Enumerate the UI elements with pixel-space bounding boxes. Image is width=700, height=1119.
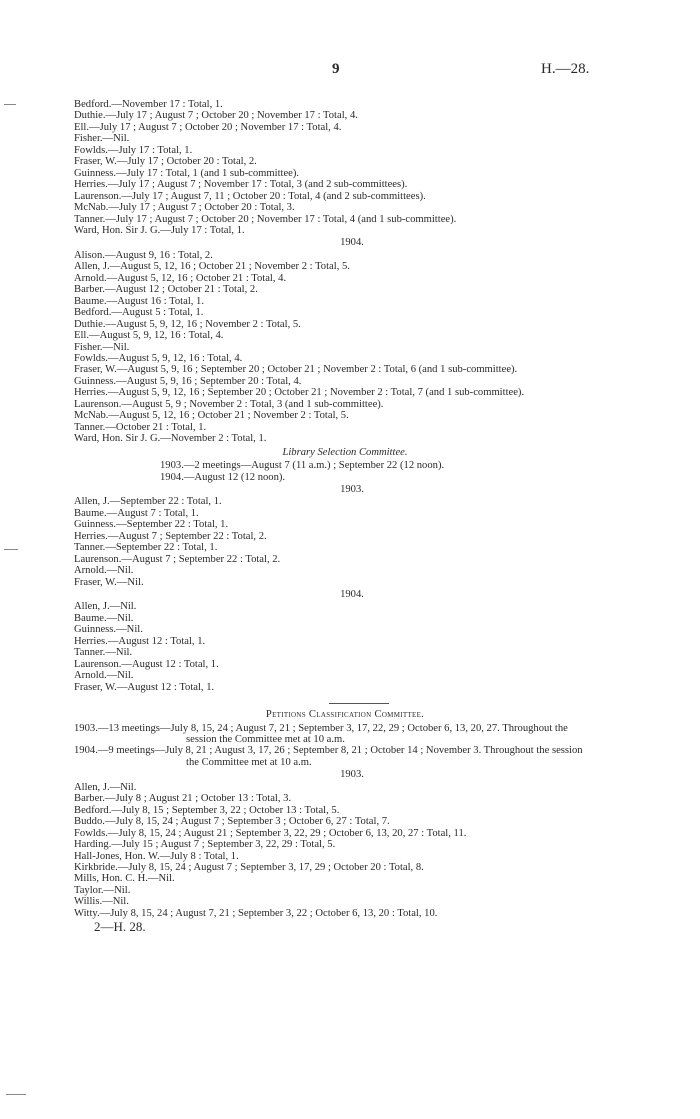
attendance-entry: Herries.—August 7 ; September 22 : Total, 2. [74, 530, 267, 542]
attendance-entry: Bedford.—July 8, 15 ; September 3, 22 ; October 13 : Total, 5. [74, 804, 340, 816]
attendance-entry: Alison.—August 9, 16 : Total, 2. [74, 249, 213, 261]
attendance-entry: Fowlds.—August 5, 9, 12, 16 : Total, 4. [74, 352, 243, 364]
meeting-summary: 1904.—9 meetings—July 8, 21 ; August 3, 17, 26 ; September 8, 21 ; October 14 ; November 3. Throughout the session the Committee met at 10 a.m. [74, 745, 583, 768]
meeting-summary: 1903.—2 meetings—August 7 (11 a.m.) ; September 22 (12 noon). [160, 460, 445, 472]
attendance-entry: Herries.—August 5, 9, 12, 16 ; September 20 ; October 21 ; November 2 : Total, 7 (and 1 sub-committee). [74, 387, 525, 399]
attendance-entry: Baume.—August 16 : Total, 1. [74, 295, 205, 307]
attendance-entry: Guinness.—July 17 : Total, 1 (and 1 sub-committee). [74, 167, 300, 179]
attendance-entry: Arnold.—Nil. [74, 565, 134, 577]
page-content [74, 99, 596, 933]
attendance-entry: Witty.—July 8, 15, 24 ; August 7, 21 ; September 3, 22 ; October 6, 13, 20 : Total, 10. [74, 907, 438, 919]
attendance-entry: Allen, J.—Nil. [74, 601, 137, 613]
attendance-entry: Buddo.—July 8, 15, 24 ; August 7 ; September 3 ; October 6, 27 : Total, 7. [74, 816, 390, 828]
attendance-entry: Ell.—July 17 ; August 7 ; October 20 ; November 17 : Total, 4. [74, 121, 342, 133]
year-heading: 1903. [340, 483, 364, 495]
attendance-entry: Willis.—Nil. [74, 896, 129, 908]
attendance-entry: Fraser, W.—August 12 : Total, 1. [74, 681, 215, 693]
year-heading: 1904. [340, 237, 364, 249]
attendance-entry: Laurenson.—July 17 ; August 7, 11 ; October 20 : Total, 4 (and 2 sub-committees). [74, 190, 426, 202]
attendance-entry: Mills, Hon. C. H.—Nil. [74, 873, 175, 885]
attendance-entry: Laurenson.—August 7 ; September 22 : Total, 2. [74, 553, 281, 565]
attendance-entry: Barber.—August 12 ; October 21 : Total, 2. [74, 284, 258, 296]
attendance-entry: Tanner.—July 17 ; August 7 ; October 20 ; November 17 : Total, 4 (and 1 sub-committee). [74, 213, 457, 225]
attendance-entry: Bedford.—August 5 : Total, 1. [74, 307, 204, 319]
scan-margin-mark [4, 104, 16, 105]
attendance-entry: Bedford.—November 17 : Total, 1. [74, 99, 223, 110]
attendance-entry: Allen, J.—September 22 : Total, 1. [74, 496, 222, 508]
attendance-entry: Herries.—August 12 : Total, 1. [74, 635, 206, 647]
attendance-entry: Allen, J.—Nil. [74, 781, 137, 793]
scan-margin-mark [6, 1094, 26, 1095]
attendance-entry: Ell.—August 5, 9, 12, 16 : Total, 4. [74, 330, 224, 342]
attendance-entry: Fisher.—Nil. [74, 341, 130, 353]
meeting-summary: 1904.—August 12 (12 noon). [160, 471, 286, 483]
attendance-entry: Ward, Hon. Sir J. G.—July 17 : Total, 1. [74, 224, 245, 236]
attendance-entry: Tanner.—September 22 : Total, 1. [74, 542, 218, 554]
attendance-entry: McNab.—August 5, 12, 16 ; October 21 ; November 2 : Total, 5. [74, 410, 349, 422]
page-number: 9 [332, 61, 340, 77]
attendance-continuation-1903 [74, 99, 596, 236]
attendance-entry: Laurenson.—August 12 : Total, 1. [74, 658, 219, 670]
attendance-entry: Hall-Jones, Hon. W.—July 8 : Total, 1. [74, 850, 239, 862]
attendance-entry: Fraser, W.—August 5, 9, 16 ; September 20 ; October 21 ; November 2 : Total, 6 (and 1 sub-committee). [74, 364, 518, 376]
meeting-summary: 1903.—13 meetings—July 8, 15, 24 ; August 7, 21 ; September 3, 17, 22, 29 ; October 6, 13, 20, 27. Throughout the session the Committee met at 10 a.m. [74, 722, 568, 746]
attendance-entry: Allen, J.—August 5, 12, 16 ; October 21 ; November 2 : Total, 5. [74, 261, 350, 273]
attendance-entry: Herries.—July 17 ; August 7 ; November 17 : Total, 3 (and 2 sub-committees). [74, 179, 408, 191]
section-divider [329, 703, 389, 704]
attendance-entry: Harding.—July 15 ; August 7 ; September 3, 22, 29 : Total, 5. [74, 839, 336, 851]
attendance-entry: Guinness.—Nil. [74, 624, 143, 636]
petitions-attendance-1903 [74, 782, 596, 919]
attendance-entry: McNab.—July 17 ; August 7 ; October 20 : Total, 3. [74, 202, 295, 214]
attendance-entry: Ward, Hon. Sir J. G.—November 2 : Total, 1. [74, 433, 267, 445]
page-header [0, 61, 700, 84]
library-attendance-1903 [74, 496, 596, 588]
attendance-entry: Baume.—Nil. [74, 612, 134, 624]
attendance-entry: Tanner.—October 21 : Total, 1. [74, 421, 207, 433]
section-title-library: Library Selection Committee. [282, 446, 408, 458]
attendance-entry: Guinness.—August 5, 9, 16 ; September 20 : Total, 4. [74, 375, 302, 387]
library-attendance-1904 [74, 601, 596, 693]
attendance-entry: Fraser, W.—July 17 ; October 20 : Total, 2. [74, 156, 257, 168]
attendance-entry: Guinness.—September 22 : Total, 1. [74, 519, 229, 531]
signature-mark: 2—H. 28. [94, 919, 146, 935]
attendance-entry: Fowlds.—July 17 : Total, 1. [74, 144, 193, 156]
attendance-entry: Fraser, W.—Nil. [74, 576, 144, 588]
attendance-entry: Fowlds.—July 8, 15, 24 ; August 21 ; September 3, 22, 29 ; October 6, 13, 20, 27 : Total, 11. [74, 827, 467, 839]
attendance-entry: Arnold.—August 5, 12, 16 ; October 21 : Total, 4. [74, 272, 287, 284]
attendance-entry: Taylor.—Nil. [74, 884, 131, 896]
attendance-list-1904 [74, 250, 596, 445]
scan-margin-mark [4, 549, 18, 550]
attendance-entry: Barber.—July 8 ; August 21 ; October 13 : Total, 3. [74, 793, 292, 805]
document-reference: H.—28. [541, 61, 590, 77]
year-heading: 1903. [340, 769, 364, 781]
attendance-entry: Duthie.—August 5, 9, 12, 16 ; November 2 : Total, 5. [74, 318, 301, 330]
year-heading: 1904. [340, 589, 364, 601]
attendance-entry: Duthie.—July 17 ; August 7 ; October 20 ; November 17 : Total, 4. [74, 110, 358, 122]
section-title-petitions: Petitions Classification Committee. [265, 709, 425, 721]
attendance-entry: Baume.—August 7 : Total, 1. [74, 507, 199, 519]
attendance-entry: Arnold.—Nil. [74, 670, 134, 682]
attendance-entry: Laurenson.—August 5, 9 ; November 2 : Total, 3 (and 1 sub-committee). [74, 398, 384, 410]
attendance-entry: Fisher.—Nil. [74, 133, 130, 145]
attendance-entry: Tanner.—Nil. [74, 647, 133, 659]
attendance-entry: Kirkbride.—July 8, 15, 24 ; August 7 ; September 3, 17, 29 ; October 20 : Total, 8. [74, 862, 424, 873]
